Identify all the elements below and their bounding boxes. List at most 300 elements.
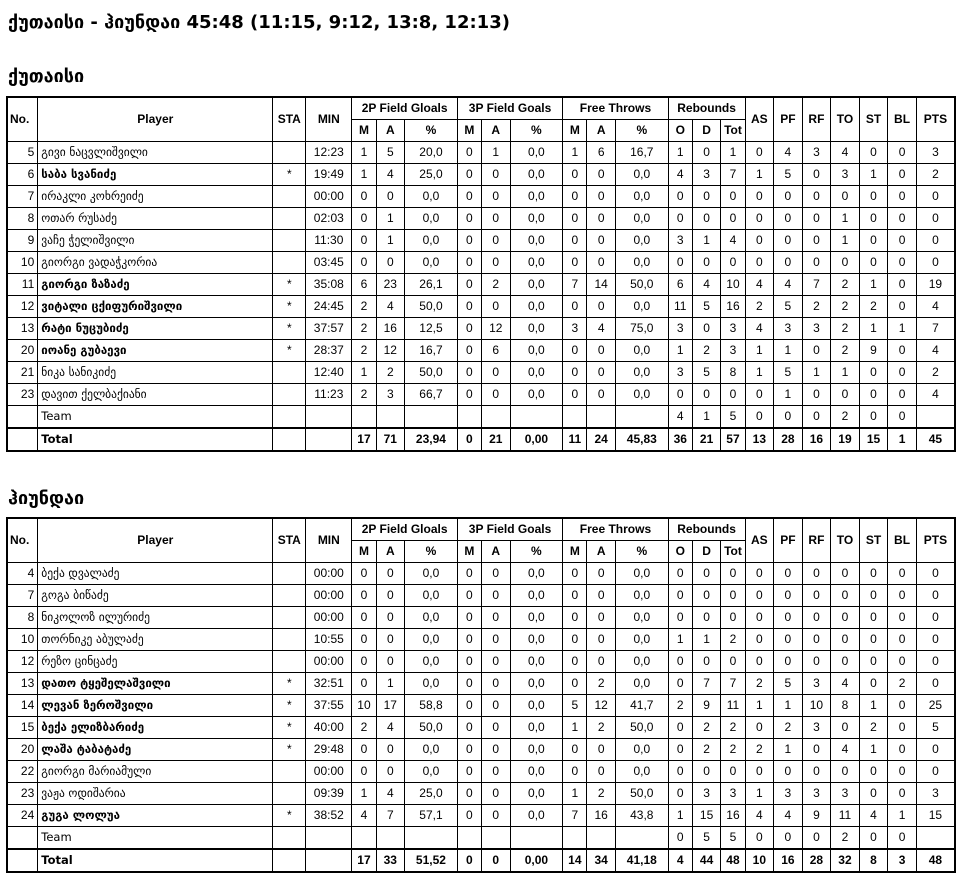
stat-bl: 0: [888, 208, 917, 230]
team-row-pts-empty: [916, 406, 955, 429]
stat-o: 0: [668, 651, 692, 673]
stat-m3: 0: [457, 761, 481, 783]
total-stat-a2: 71: [376, 428, 405, 451]
stat-pf: 1: [774, 695, 803, 717]
col-subheader-m: M: [563, 541, 587, 563]
stat-p2: 66,7: [405, 384, 458, 406]
stat-bl: 0: [888, 362, 917, 384]
player-name: გიორგი მარიამული: [38, 761, 273, 783]
stat-a2: 4: [376, 296, 405, 318]
stat-tot: 0: [721, 585, 745, 607]
stat-a3: 0: [481, 296, 510, 318]
stat-to: 4: [831, 739, 860, 761]
stat-o: 0: [668, 783, 692, 805]
stat-bl: 0: [888, 296, 917, 318]
stat-as: 2: [745, 673, 774, 695]
team-row-sta: [273, 406, 306, 429]
team-row-empty: [510, 406, 563, 429]
stat-pts: 4: [916, 340, 955, 362]
stat-ftm: 0: [563, 186, 587, 208]
stat-a2: 0: [376, 563, 405, 585]
player-number: 10: [7, 252, 38, 274]
stat-p2: 57,1: [405, 805, 458, 827]
stat-rf: 0: [802, 739, 831, 761]
team-row-pts-empty: [916, 827, 955, 850]
team-row-empty: [481, 827, 510, 850]
starter-mark: [273, 761, 306, 783]
stat-as: 4: [745, 805, 774, 827]
stat-ftm: 0: [563, 739, 587, 761]
stat-d: 0: [692, 208, 721, 230]
stat-p3: 0,0: [510, 142, 563, 164]
total-row: [7, 428, 955, 451]
stat-o: 4: [668, 164, 692, 186]
stat-m2: 0: [352, 673, 376, 695]
team-row: [7, 827, 955, 850]
stat-m3: 0: [457, 805, 481, 827]
player-number: 14: [7, 695, 38, 717]
total-row-min: [306, 428, 352, 451]
stat-bl: 0: [888, 164, 917, 186]
stat-p3: 0,0: [510, 739, 563, 761]
col-header-no: No.: [7, 518, 38, 563]
stat-tot: 0: [721, 186, 745, 208]
stat-pf: 1: [774, 739, 803, 761]
stat-st: 1: [859, 695, 888, 717]
player-number: 7: [7, 585, 38, 607]
stat-as: 1: [745, 695, 774, 717]
stat-o: 0: [668, 563, 692, 585]
col-header-player: Player: [38, 97, 273, 142]
total-stat-rf: 28: [802, 849, 831, 872]
stat-o: 0: [668, 739, 692, 761]
stat-m3: 0: [457, 208, 481, 230]
team-row-empty: [587, 827, 616, 850]
stat-a2: 4: [376, 717, 405, 739]
stat-m2: 0: [352, 186, 376, 208]
stat-pf: 5: [774, 164, 803, 186]
stat-ftm: 3: [563, 318, 587, 340]
stat-pf: 5: [774, 296, 803, 318]
total-row-sta: [273, 849, 306, 872]
stat-m2: 4: [352, 805, 376, 827]
stat-st: 2: [859, 296, 888, 318]
col-header-ft: Free Throws: [563, 97, 668, 120]
total-row: [7, 849, 955, 872]
total-stat-fta: 24: [587, 428, 616, 451]
stat-to: 1: [831, 362, 860, 384]
stat-bl: 0: [888, 607, 917, 629]
stat-ftm: 0: [563, 629, 587, 651]
stat-fta: 16: [587, 805, 616, 827]
stat-to: 4: [831, 673, 860, 695]
stat-p3: 0,0: [510, 651, 563, 673]
stat-tot: 2: [721, 739, 745, 761]
total-stat-tot: 57: [721, 428, 745, 451]
stat-fta: 0: [587, 585, 616, 607]
stat-bl: 2: [888, 673, 917, 695]
player-name: გიორგი ვადაჭკორია: [38, 252, 273, 274]
stat-o: 0: [668, 717, 692, 739]
stat-a3: 0: [481, 783, 510, 805]
stat-ftp: 0,0: [615, 252, 668, 274]
total-stat-to: 19: [831, 428, 860, 451]
stat-d: 7: [692, 673, 721, 695]
team-stat-o: 4: [668, 406, 692, 429]
player-name: გოგა ბიწაძე: [38, 585, 273, 607]
stat-m3: 0: [457, 629, 481, 651]
team-row-empty: [352, 827, 376, 850]
stat-rf: 9: [802, 805, 831, 827]
stat-ftp: 0,0: [615, 208, 668, 230]
stat-d: 5: [692, 362, 721, 384]
stat-to: 0: [831, 629, 860, 651]
stat-a3: 0: [481, 629, 510, 651]
stat-m2: 6: [352, 274, 376, 296]
stat-fta: 6: [587, 142, 616, 164]
stat-p2: 20,0: [405, 142, 458, 164]
total-stat-o: 36: [668, 428, 692, 451]
stat-tot: 2: [721, 717, 745, 739]
stat-m3: 0: [457, 318, 481, 340]
player-number: 5: [7, 142, 38, 164]
col-subheader-a: A: [376, 120, 405, 142]
total-stat-m3: 0: [457, 849, 481, 872]
stat-fta: 0: [587, 607, 616, 629]
stat-m2: 0: [352, 761, 376, 783]
stat-pts: 19: [916, 274, 955, 296]
stat-a3: 0: [481, 739, 510, 761]
col-header-to: TO: [831, 518, 860, 563]
stat-fta: 0: [587, 186, 616, 208]
stat-p3: 0,0: [510, 629, 563, 651]
stat-a3: 0: [481, 563, 510, 585]
starter-mark: [273, 186, 306, 208]
minutes: 02:03: [306, 208, 352, 230]
stat-bl: 0: [888, 230, 917, 252]
player-name: იოანე გუბაევი: [38, 340, 273, 362]
player-row: [7, 717, 955, 739]
stat-st: 9: [859, 340, 888, 362]
stat-d: 2: [692, 717, 721, 739]
col-header-reb: Rebounds: [668, 97, 745, 120]
stat-p2: 25,0: [405, 783, 458, 805]
stat-pts: 0: [916, 208, 955, 230]
player-name: ბექა დვალაძე: [38, 563, 273, 585]
stat-st: 0: [859, 563, 888, 585]
stat-m2: 0: [352, 585, 376, 607]
stat-a2: 5: [376, 142, 405, 164]
stat-tot: 7: [721, 164, 745, 186]
stat-st: 0: [859, 651, 888, 673]
stat-d: 3: [692, 783, 721, 805]
stat-pf: 3: [774, 318, 803, 340]
team-stat-bl: 0: [888, 827, 917, 850]
stat-bl: 1: [888, 318, 917, 340]
player-name: რატი ნუცუბიძე: [38, 318, 273, 340]
stat-bl: 0: [888, 142, 917, 164]
stat-rf: 7: [802, 274, 831, 296]
team-row: [7, 406, 955, 429]
stat-o: 1: [668, 340, 692, 362]
stat-pts: 0: [916, 739, 955, 761]
total-stat-pf: 16: [774, 849, 803, 872]
stat-st: 0: [859, 585, 888, 607]
minutes: 32:51: [306, 673, 352, 695]
stat-p2: 0,0: [405, 208, 458, 230]
stat-pf: 4: [774, 805, 803, 827]
team-row-no: [7, 827, 38, 850]
stat-bl: 0: [888, 651, 917, 673]
stat-pts: 0: [916, 607, 955, 629]
stat-pf: 4: [774, 274, 803, 296]
player-row: [7, 563, 955, 585]
stat-fta: 0: [587, 384, 616, 406]
stat-as: 0: [745, 384, 774, 406]
total-row-no: [7, 428, 38, 451]
stat-a3: 0: [481, 252, 510, 274]
stat-bl: 1: [888, 805, 917, 827]
stat-p2: 0,0: [405, 739, 458, 761]
stat-a2: 0: [376, 252, 405, 274]
stat-rf: 0: [802, 761, 831, 783]
stat-rf: 0: [802, 585, 831, 607]
stat-a3: 0: [481, 230, 510, 252]
stat-p3: 0,0: [510, 164, 563, 186]
stat-ftp: 0,0: [615, 761, 668, 783]
stat-a2: 0: [376, 739, 405, 761]
stat-fta: 0: [587, 252, 616, 274]
team-stat-as: 0: [745, 827, 774, 850]
player-row: [7, 695, 955, 717]
stat-rf: 0: [802, 340, 831, 362]
stat-as: 0: [745, 230, 774, 252]
team-stat-rf: 0: [802, 406, 831, 429]
total-stat-tot: 48: [721, 849, 745, 872]
stat-st: 0: [859, 607, 888, 629]
stat-pts: 5: [916, 717, 955, 739]
stat-ftm: 1: [563, 717, 587, 739]
total-stat-a3: 0: [481, 849, 510, 872]
stat-d: 0: [692, 563, 721, 585]
player-number: 22: [7, 761, 38, 783]
stat-ftp: 0,0: [615, 607, 668, 629]
stat-p2: 0,0: [405, 651, 458, 673]
stat-p3: 0,0: [510, 384, 563, 406]
player-name: ოთარ რუსაძე: [38, 208, 273, 230]
game-title: ქუთაისი - ჰიუნდაი 45:48 (11:15, 9:12, 13:8, 12:13): [8, 12, 510, 33]
starter-mark: [273, 783, 306, 805]
stat-a3: 0: [481, 695, 510, 717]
stat-as: 1: [745, 340, 774, 362]
stat-bl: 0: [888, 585, 917, 607]
stat-pf: 0: [774, 186, 803, 208]
stat-rf: 0: [802, 186, 831, 208]
player-number: 9: [7, 230, 38, 252]
col-subheader-m: M: [352, 120, 376, 142]
stat-o: 0: [668, 252, 692, 274]
stat-bl: 0: [888, 384, 917, 406]
total-stat-bl: 3: [888, 849, 917, 872]
stat-as: 2: [745, 739, 774, 761]
stat-m2: 0: [352, 252, 376, 274]
stat-ftm: 0: [563, 384, 587, 406]
stat-fta: 14: [587, 274, 616, 296]
stat-d: 0: [692, 142, 721, 164]
stat-p2: 0,0: [405, 230, 458, 252]
stat-fta: 0: [587, 296, 616, 318]
stat-a3: 0: [481, 585, 510, 607]
stat-p2: 0,0: [405, 629, 458, 651]
starter-mark: [273, 629, 306, 651]
player-row: [7, 629, 955, 651]
stat-tot: 10: [721, 274, 745, 296]
team-stat-o: 0: [668, 827, 692, 850]
stat-rf: 0: [802, 651, 831, 673]
minutes: 03:45: [306, 252, 352, 274]
stat-a3: 2: [481, 274, 510, 296]
stat-p2: 50,0: [405, 362, 458, 384]
stat-d: 0: [692, 607, 721, 629]
stat-a2: 0: [376, 651, 405, 673]
stat-fta: 0: [587, 563, 616, 585]
stat-rf: 0: [802, 629, 831, 651]
stat-a2: 4: [376, 164, 405, 186]
stat-fta: 0: [587, 739, 616, 761]
stat-a2: 1: [376, 208, 405, 230]
stat-d: 4: [692, 274, 721, 296]
stat-pts: 0: [916, 761, 955, 783]
stat-m3: 0: [457, 783, 481, 805]
header-row: [7, 518, 955, 541]
stat-pf: 0: [774, 761, 803, 783]
stat-fta: 0: [587, 761, 616, 783]
col-subheader-pct: %: [615, 120, 668, 142]
stat-ftp: 41,7: [615, 695, 668, 717]
stat-p3: 0,0: [510, 695, 563, 717]
player-number: 12: [7, 651, 38, 673]
stat-ftp: 0,0: [615, 651, 668, 673]
total-stat-ftm: 14: [563, 849, 587, 872]
stat-d: 3: [692, 164, 721, 186]
player-row: [7, 252, 955, 274]
team-stat-tot: 5: [721, 827, 745, 850]
stat-ftm: 0: [563, 761, 587, 783]
stat-ftp: 0,0: [615, 230, 668, 252]
stat-as: 0: [745, 186, 774, 208]
stat-ftm: 0: [563, 252, 587, 274]
minutes: 00:00: [306, 607, 352, 629]
col-subheader-tot: Tot: [721, 120, 745, 142]
stat-pts: 7: [916, 318, 955, 340]
stat-as: 1: [745, 362, 774, 384]
stat-ftm: 0: [563, 230, 587, 252]
player-name: ვიტალი ცქიფურიშვილი: [38, 296, 273, 318]
col-header-sta: STA: [273, 97, 306, 142]
total-stat-p2: 51,52: [405, 849, 458, 872]
total-stat-m2: 17: [352, 849, 376, 872]
stat-m3: 0: [457, 186, 481, 208]
stat-bl: 0: [888, 695, 917, 717]
stat-rf: 3: [802, 318, 831, 340]
starter-mark: *: [273, 695, 306, 717]
stat-pts: 4: [916, 296, 955, 318]
stat-pts: 0: [916, 563, 955, 585]
col-header-3p: 3P Field Goals: [457, 518, 562, 541]
stat-as: 0: [745, 585, 774, 607]
team-stat-to: 2: [831, 406, 860, 429]
stat-m3: 0: [457, 717, 481, 739]
stat-pts: 0: [916, 186, 955, 208]
stat-bl: 0: [888, 717, 917, 739]
player-number: 8: [7, 208, 38, 230]
stat-p3: 0,0: [510, 563, 563, 585]
stat-ftp: 0,0: [615, 585, 668, 607]
starter-mark: [273, 362, 306, 384]
col-subheader-d: D: [692, 541, 721, 563]
starter-mark: [273, 563, 306, 585]
starter-mark: [273, 384, 306, 406]
stat-fta: 4: [587, 318, 616, 340]
minutes: 11:23: [306, 384, 352, 406]
stat-pts: 4: [916, 384, 955, 406]
col-header-rf: RF: [802, 518, 831, 563]
stat-o: 0: [668, 585, 692, 607]
team-row-empty: [587, 406, 616, 429]
player-row: [7, 362, 955, 384]
stat-ftp: 0,0: [615, 673, 668, 695]
stat-a3: 1: [481, 142, 510, 164]
minutes: 00:00: [306, 563, 352, 585]
minutes: 11:30: [306, 230, 352, 252]
stat-m3: 0: [457, 340, 481, 362]
stat-as: 0: [745, 629, 774, 651]
stat-ftm: 5: [563, 695, 587, 717]
starter-mark: [273, 607, 306, 629]
total-label: Total: [38, 428, 273, 451]
stat-ftm: 7: [563, 274, 587, 296]
team-row-empty: [563, 827, 587, 850]
stat-tot: 0: [721, 651, 745, 673]
stat-ftp: 50,0: [615, 783, 668, 805]
stat-d: 1: [692, 629, 721, 651]
team-row-empty: [481, 406, 510, 429]
total-stat-ftp: 45,83: [615, 428, 668, 451]
stat-tot: 16: [721, 296, 745, 318]
stat-ftm: 0: [563, 673, 587, 695]
stat-ftp: 75,0: [615, 318, 668, 340]
player-name: საბა სვანიძე: [38, 164, 273, 186]
player-name: ნიკოლოზ ილურიძე: [38, 607, 273, 629]
stat-m2: 2: [352, 340, 376, 362]
stat-m2: 0: [352, 563, 376, 585]
stat-ftp: 0,0: [615, 164, 668, 186]
stat-ftp: 50,0: [615, 274, 668, 296]
stat-o: 11: [668, 296, 692, 318]
stat-m3: 0: [457, 274, 481, 296]
player-number: 23: [7, 384, 38, 406]
col-subheader-a: A: [587, 541, 616, 563]
stat-pts: 0: [916, 252, 955, 274]
stat-tot: 3: [721, 340, 745, 362]
col-header-bl: BL: [888, 97, 917, 142]
team-stat-tot: 5: [721, 406, 745, 429]
col-header-bl: BL: [888, 518, 917, 563]
stat-pf: 1: [774, 340, 803, 362]
team-name-away: ჰიუნდაი: [8, 488, 85, 509]
stat-bl: 0: [888, 783, 917, 805]
total-stat-as: 10: [745, 849, 774, 872]
